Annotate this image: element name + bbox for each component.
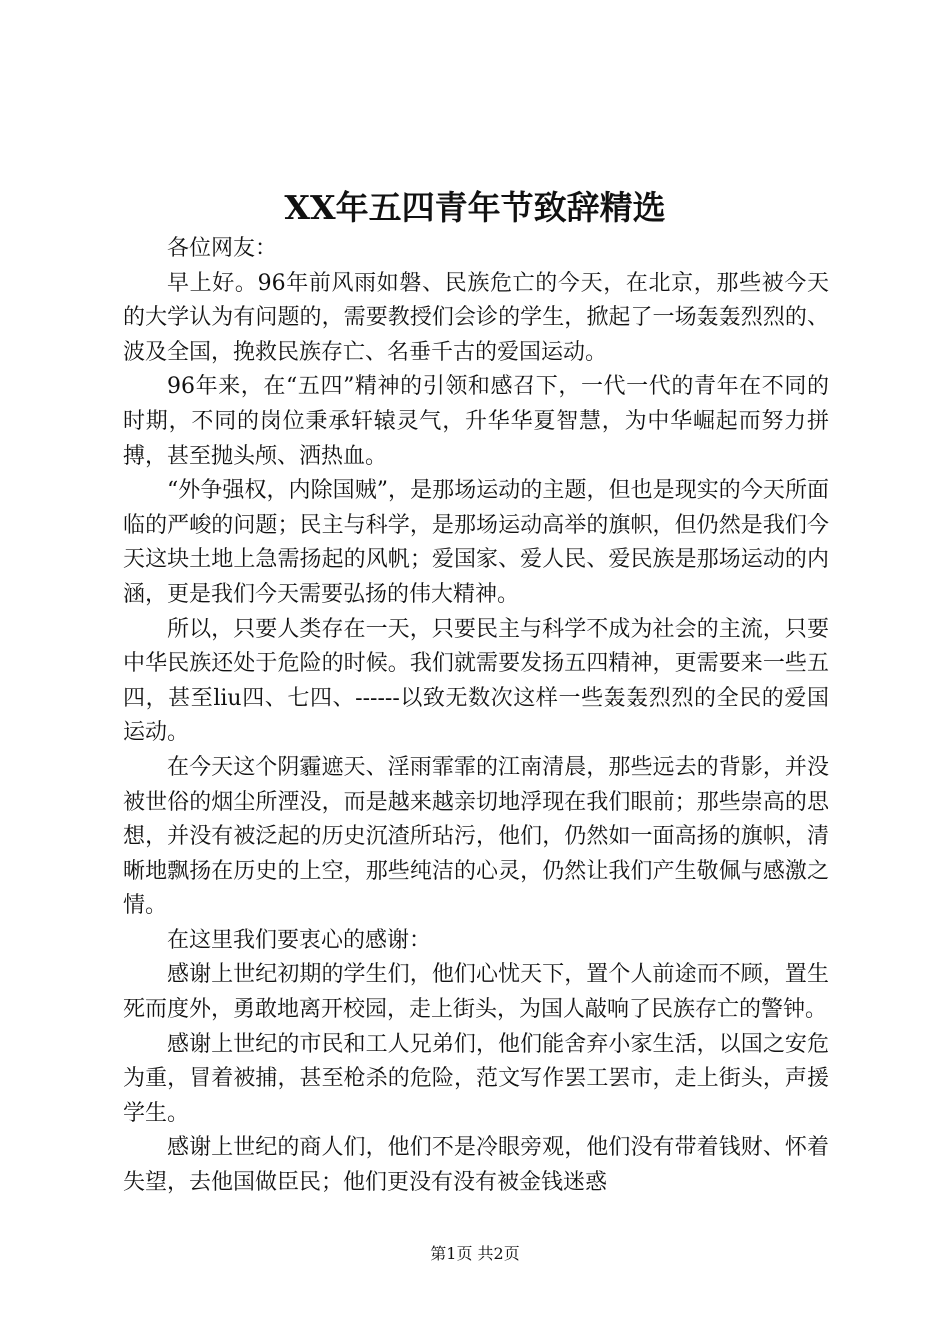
page-number-footer: 第1页 共2页 (430, 1244, 520, 1263)
paragraph: 在今天这个阴霾遮天、淫雨霏霏的江南清晨，那些远去的背影，并没被世俗的烟尘所湮没，而是越来越亲切地浮现在我们眼前；那些崇高的思想，并没有被泛起的历史沉渣所玷污，他们，仍然如一面高扬的旗帜，清晰地飘扬在历史的上空，那些纯洁的心灵，仍然让我们产生敬佩与感激之情。 (123, 754, 829, 919)
paragraph: 96年来，在“五四”精神的引领和感召下，一代一代的青年在不同的时期，不同的岗位秉承轩辕灵气，升华华夏智慧，为中华崛起而努力拼搏，甚至抛头颅、洒热血。 (123, 374, 829, 469)
paragraph: 感谢上世纪初期的学生们，他们心忧天下，置个人前途而不顾，置生死而度外，勇敢地离开校园，走上街头，为国人敲响了民族存亡的警钟。 (123, 962, 829, 1023)
paragraph: 各位网友： (167, 236, 278, 261)
paragraph: “外争强权，内除国贼”，是那场运动的主题，但也是现实的今天所面临的严峻的问题；民主与科学，是那场运动高举的旗帜，但仍然是我们今天这块土地上急需扬起的风帆；爱国家、爱人民、爱民族是那场运动的内涵，更是我们今天需要弘扬的伟大精神。 (123, 478, 829, 607)
document-body (123, 232, 829, 1201)
paragraph: 早上好。96年前风雨如磐、民族危亡的今天，在北京，那些被今天的大学认为有问题的，需要教授们会诊的学生，掀起了一场轰轰烈烈的、波及全国，挽救民族存亡、名垂千古的爱国运动。 (123, 270, 829, 365)
paragraph: 感谢上世纪的市民和工人兄弟们，他们能舍弃小家生活，以国之安危为重，冒着被捕，甚至枪杀的危险，范文写作罢工罢市，走上街头，声援学生。 (123, 1031, 829, 1126)
paragraph: 在这里我们要衷心的感谢： (167, 927, 432, 953)
paragraph: 感谢上世纪的商人们，他们不是冷眼旁观，他们没有带着钱财、怀着失望，去他国做臣民；他们更没有没有被金钱迷惑 (123, 1135, 829, 1196)
document-title: XX年五四青年节致辞精选 (284, 188, 666, 227)
paragraph: 所以，只要人类存在一天，只要民主与科学不成为社会的主流，只要中华民族还处于危险的时候。我们就需要发扬五四精神，更需要来一些五四，甚至liu四、七四、------以致无数次这样一些轰轰烈烈的全民的爱国运动。 (123, 616, 829, 746)
